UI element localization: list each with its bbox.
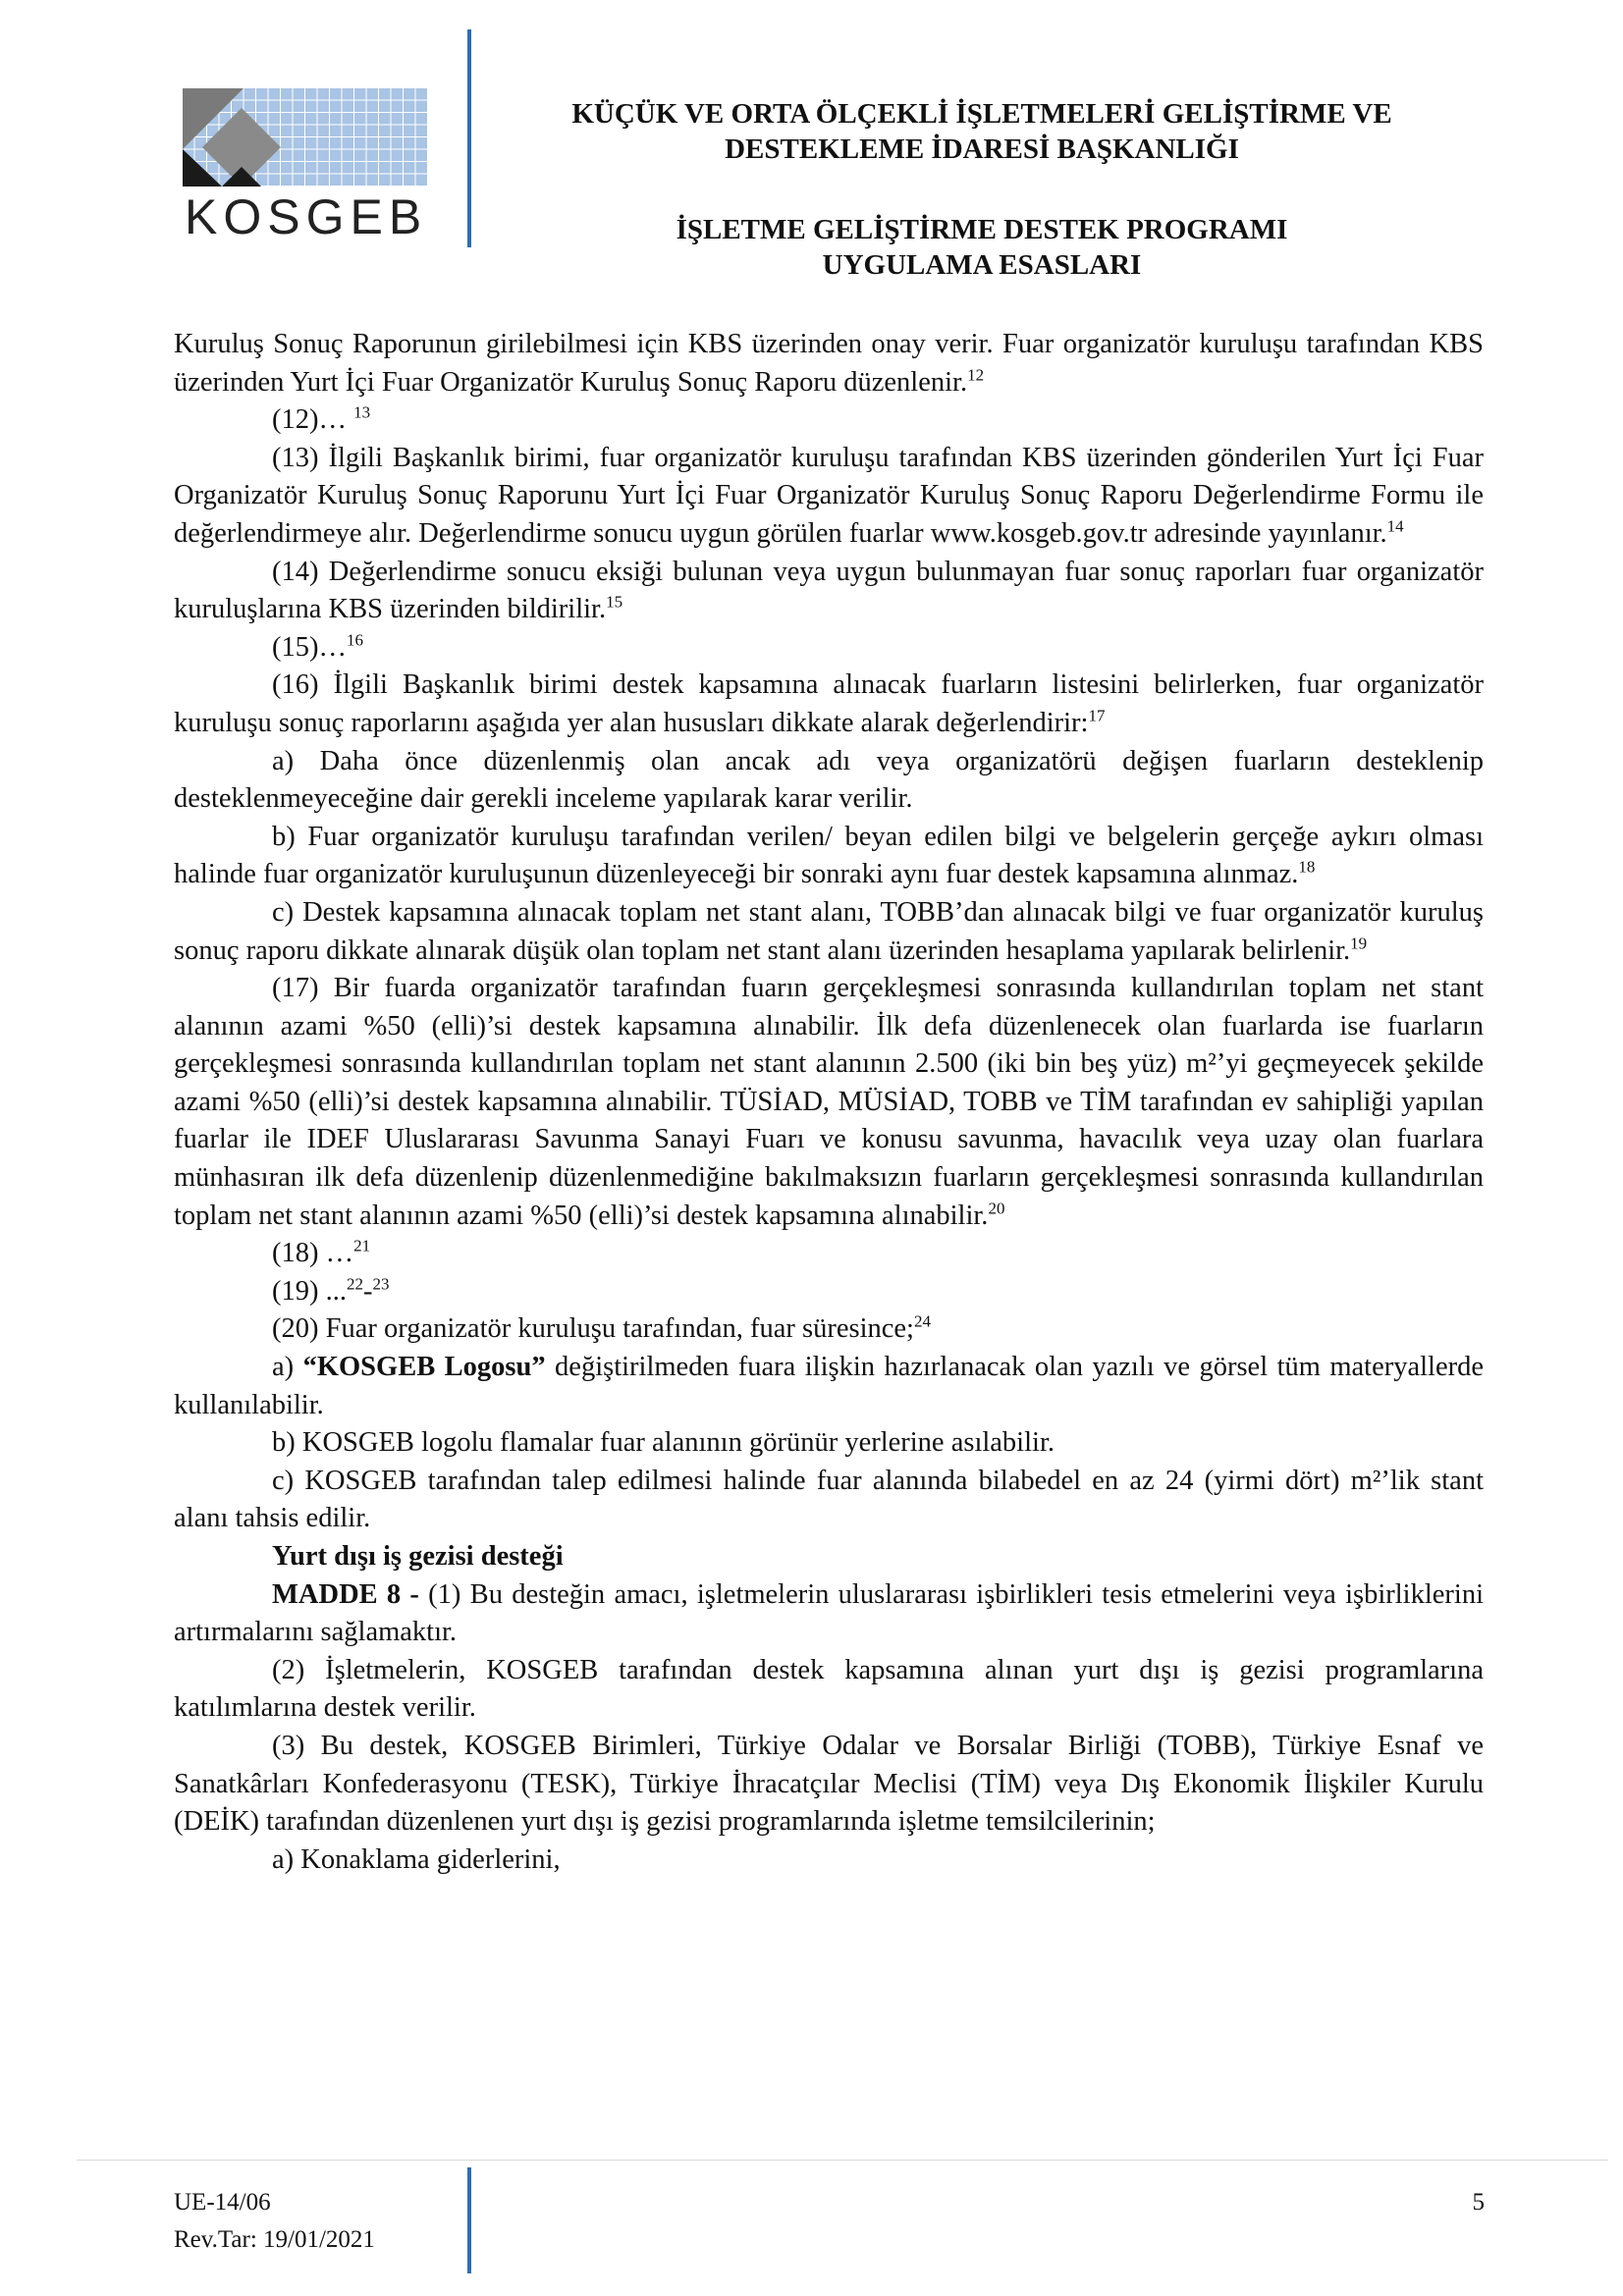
footnote-ref: 24 [913, 1311, 931, 1331]
paragraph-13: (13) İlgili Başkanlık birimi, fuar organizatör kuruluşu tarafından KBS üzerinden gönderilen Yurt İçi Fuar Organizatör Kuruluş Sonuç Raporunu Yurt İçi Fuar Organizatör Kuruluş Sonuç Raporu Değerlendirme Formu ile değerlendirmeye alır. Değerlendirme sonucu uygun görülen fuarlar www.kosgeb.gov.tr adresinde yayınlanır.$^{14}$ [174, 442, 1484, 549]
paragraph-16: (16) İlgili Başkanlık birimi destek kapsamına alınacak fuarların listesini belirlerken, fuar organizatör kuruluşu sonuç raporlarını aşağıda yer alan hususları dikkate alarak değerlendirir:$^{17}$ [174, 669, 1484, 738]
footnote-ref: 15 [606, 592, 623, 612]
paragraph-15: (15)…$^{16}$ [272, 630, 363, 663]
article-8-paragraph-3: (3) Bu destek, KOSGEB Birimleri, Türkiye Odalar ve Borsalar Birliği (TOBB), Türkiye Esnaf ve Sanatkârları Konfederasyonu (TESK), Türkiye İhracatçılar Meclisi (TİM) veya Dış Ekonomik İlişkiler Kurulu (DEİK) tarafından düzenlenen yurt dışı iş gezisi programlarında işletme temsilcilerinin; [174, 1730, 1484, 1838]
header-divider [467, 29, 471, 247]
paragraph-19: (19) ...$^{22}$-$^{23}$ [272, 1274, 390, 1307]
footnote-ref: 20 [988, 1199, 1005, 1218]
paragraph-20a: a) “KOSGEB Logosu” değiştirilmeden fuara ilişkin hazırlanacak olan yazılı ve görsel tüm materyallerde kullanılabilir. [174, 1352, 1484, 1420]
footnote-ref: 23 [372, 1274, 390, 1294]
footnote-ref: 19 [1350, 934, 1368, 952]
paragraph-16c: c) Destek kapsamına alınacak toplam net stant alanı, TOBB’dan alınacak bilgi ve fuar organizatör kuruluş sonuç raporu dikkate alınarak düşük olan toplam net stant alanı üzerinden hesaplama yapılarak belirlenir.$^{19}$ [174, 896, 1484, 966]
footnote-ref: 16 [346, 630, 363, 650]
page-header [0, 0, 1623, 294]
footnote-ref: 17 [1088, 706, 1106, 725]
paragraph-20c: c) KOSGEB tarafından talep edilmesi halinde fuar alanında bilabedel en az 24 (yirmi dört) m²’lik stant alanı tahsis edilir. [174, 1465, 1484, 1534]
paragraph-20b: b) KOSGEB logolu flamalar fuar alanının görünür yerlerine asılabilir. [272, 1427, 1055, 1459]
page-number: 5 [1472, 2189, 1485, 2216]
program-title [491, 212, 1473, 283]
org-line-2: DESTEKLEME İDARESİ BAŞKANLIĞI [725, 133, 1239, 165]
paragraph-16b: b) Fuar organizatör kuruluşu tarafından verilen/ beyan edilen bilgi ve belgelerin gerçeğe aykırı olması halinde fuar organizatör kuruluşunun düzenleyeceği bir sonraki aynı fuar destek kapsamına alınmaz.$^{18}$ [174, 821, 1484, 890]
document-body [174, 326, 1484, 1879]
footnote-ref: 18 [1298, 857, 1316, 877]
paragraph-12: (12)… $^{13}$ [272, 402, 371, 436]
program-line-1: İŞLETME GELİŞTİRME DESTEK PROGRAMI [676, 214, 1288, 245]
logo-wordmark: KOSGEB [185, 189, 428, 244]
section-heading: Yurt dışı iş gezisi desteği [272, 1541, 564, 1572]
paragraph-20: (20) Fuar organizatör kuruluşu tarafından, fuar süresince;$^{24}$ [272, 1311, 931, 1345]
footnote-ref: 22 [346, 1274, 363, 1294]
bold-term: “KOSGEB Logosu” [302, 1352, 546, 1383]
paragraph-18: (18) …$^{21}$ [272, 1236, 371, 1269]
kosgeb-logo [183, 88, 428, 245]
kosgeb-logo-mark [183, 88, 428, 187]
article-8-paragraph-2: (2) İşletmelerin, KOSGEB tarafından destek kapsamına alınan yurt dışı iş gezisi programlarına katılımlarına destek verilir. [174, 1654, 1484, 1724]
paragraph-17: (17) Bir fuarda organizatör tarafından fuarın gerçekleşmesi sonrasında kullandırılan toplam net stant alanının azami %50 (elli)’si destek kapsamına alınabilir. İlk defa düzenlenecek olan fuarlarda ise fuarların gerçekleşmesi sonrasında kullandırılan toplam net stant alanının 2.500 (iki bin beş yüz) m²’yi geçmeyecek şekilde azami %50 (elli)’si destek kapsamına alınabilir. TÜSİAD, MÜSİAD, TOBB ve TİM tarafından ev sahipliği yapılan fuarlar ile IDEF Uluslararası Savunma Sanayi Fuarı ve konusu savunma, havacılık veya uzay olan fuarlara münhasıran ilk defa düzenlenip düzenlenmediğine bakılmaksızın fuarların gerçekleşmesi sonrasında kullandırılan toplam net stant alanının azami %50 (elli)’si destek kapsamına alınabilir.$^{20}$ [174, 973, 1484, 1231]
revision-date: Rev.Tar: 19/01/2021 [174, 2226, 375, 2253]
org-line-1: KÜÇÜK VE ORTA ÖLÇEKLİ İŞLETMELERİ GELİŞTİRME VE [571, 98, 1392, 130]
footer-document-info [174, 2184, 375, 2259]
footnote-ref: 14 [1386, 516, 1404, 536]
footer-divider [467, 2167, 471, 2273]
paragraph-continuation: Kuruluş Sonuç Raporunun girilebilmesi için KBS üzerinden onay verir. Fuar organizatör kuruluşu tarafından KBS üzerinden Yurt İçi Fuar Organizatör Kuruluş Sonuç Raporu düzenlenir.$^{12}$ [174, 329, 1484, 398]
article-8-paragraph-1: MADDE 8 - (1) Bu desteğin amacı, işletmelerin uluslararası işbirlikleri tesis etmelerini veya işbirliklerini artırmalarını sağlamaktır. [174, 1578, 1484, 1648]
footnote-ref: 13 [353, 402, 371, 422]
footer-separator [77, 2160, 1608, 2161]
document-code: UE-14/06 [174, 2189, 271, 2216]
program-line-2: UYGULAMA ESASLARI [822, 249, 1142, 281]
paragraph-16a: a) Daha önce düzenlenmiş olan ancak adı veya organizatörü değişen fuarların desteklenip desteklenmeyeceğine dair gerekli inceleme yapılarak karar verilir. [174, 745, 1484, 815]
article-8-item-a: a) Konaklama giderlerini, [272, 1843, 561, 1875]
organization-name [491, 96, 1473, 167]
article-label: MADDE 8 - [272, 1578, 419, 1610]
footnote-ref: 21 [353, 1236, 371, 1255]
paragraph-14: (14) Değerlendirme sonucu eksiği bulunan veya uygun bulunmayan fuar sonuç raporları fuar organizatör kuruluşlarına KBS üzerinden bildirilir.$^{15}$ [174, 556, 1484, 625]
footnote-ref: 12 [967, 365, 985, 385]
